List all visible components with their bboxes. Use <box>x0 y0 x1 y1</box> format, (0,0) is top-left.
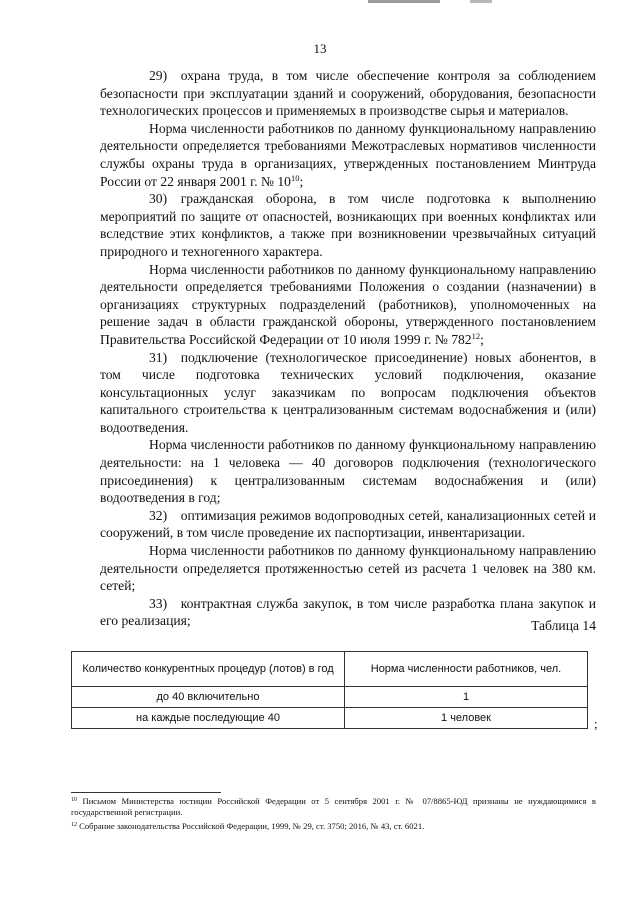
footnote-divider <box>71 792 221 793</box>
footnotes <box>71 796 596 835</box>
table-header-cell: Норма численности работников, чел. <box>345 652 588 687</box>
table-cell: 1 <box>345 687 588 708</box>
scan-artifact <box>470 0 492 3</box>
paragraph-norm-29 <box>100 120 596 190</box>
table-row <box>72 708 588 729</box>
paragraph-item-30: 30) гражданская оборона, в том числе подготовка к выполнению мероприятий по защите от опасностей, возникающих при военных конфликтах или вследствие этих конфликтов, а также при возникновении чрезвычайных ситуаций природного и техногенного характера. <box>100 191 596 259</box>
footnote-10 <box>71 796 596 818</box>
footnote-12 <box>71 821 596 832</box>
scan-artifact <box>368 0 440 3</box>
paragraph-norm-30 <box>100 261 596 349</box>
paragraph-tail: ; <box>480 331 484 347</box>
paragraph-item-32: 32) оптимизация режимов водопроводных сетей, канализационных сетей и сооружений, в том числе проведение их паспортизации, инвентаризации. <box>100 507 596 541</box>
table-header-row <box>72 652 588 687</box>
table-cell: 1 человек <box>345 708 588 729</box>
body-text <box>100 67 596 630</box>
footnote-text: Письмом Министерства юстиции Российской Федерации от 5 сентября 2001 г. № 07/8865-ЮД признаны не нуждающимися в государственной регистрации. <box>71 796 596 817</box>
table-caption: Таблица 14 <box>531 618 596 633</box>
footnote-number: 10 <box>71 797 77 803</box>
paragraph-item-29: 29) охрана труда, в том числе обеспечение контроля за соблюдением безопасности при эксплуатации зданий и сооружений, оборудования, безопасности технологических процессов и применяемых в производстве сырья и материалов. <box>100 68 596 119</box>
paragraph-item-31: 31) подключение (технологическое присоединение) новых абонентов, в том числе подготовка технических условий подключения, оказание консультационных услуг заказчикам по вопросам подключения объектов капитального строительства к централизованным системам водоснабжения и (или) водоотведения. <box>100 349 596 435</box>
paragraph-text: Норма численности работников по данному функциональному направлению деятельности определяется требованиями Положения о создании (назначении) в организациях структурных подразделений (работников), уполномоченных на решение задач в области гражданской обороны, утвержденного постановлением Правительства Российской Федерации от 10 июля 1999 г. № 782 <box>100 261 596 347</box>
table-trailing-semicolon: ; <box>594 716 598 731</box>
paragraph-norm-31: Норма численности работников по данному функциональному направлению деятельности: на 1 человека — 40 договоров подключения (технологического присоединения) к централизованным системам водоснабжения и (или) водоотведения в год; <box>100 437 596 506</box>
table-cell: до 40 включительно <box>72 687 345 708</box>
table-row <box>72 687 588 708</box>
footnote-ref-12[interactable]: 12 <box>471 330 481 341</box>
paragraph-item-33: 33) контрактная служба закупок, в том числе разработка плана закупок и его реализация; <box>100 595 596 629</box>
page-number: 13 <box>313 41 327 56</box>
footnote-number: 12 <box>71 822 77 828</box>
footnote-text: Собрание законодательства Российской Федерации, 1999, № 29, ст. 3750; 2016, № 43, ст. 6021. <box>79 821 425 831</box>
paragraph-text: Норма численности работников по данному функциональному направлению деятельности определяется требованиями Межотраслевых нормативов численности службы охраны труда в организациях, утвержденных постановлением Минтруда России от 22 января 2001 г. № 10 <box>100 120 596 189</box>
footnote-ref-10[interactable]: 10 <box>290 172 300 183</box>
staffing-norm-table <box>71 651 588 729</box>
table-cell: на каждые последующие 40 <box>72 708 345 729</box>
table-header-cell: Количество конкурентных процедур (лотов) в год <box>72 652 345 687</box>
paragraph-norm-32: Норма численности работников по данному функциональному направлению деятельности определяется протяженностью сетей из расчета 1 человек на 380 км. сетей; <box>100 543 596 594</box>
paragraph-tail: ; <box>299 173 304 189</box>
